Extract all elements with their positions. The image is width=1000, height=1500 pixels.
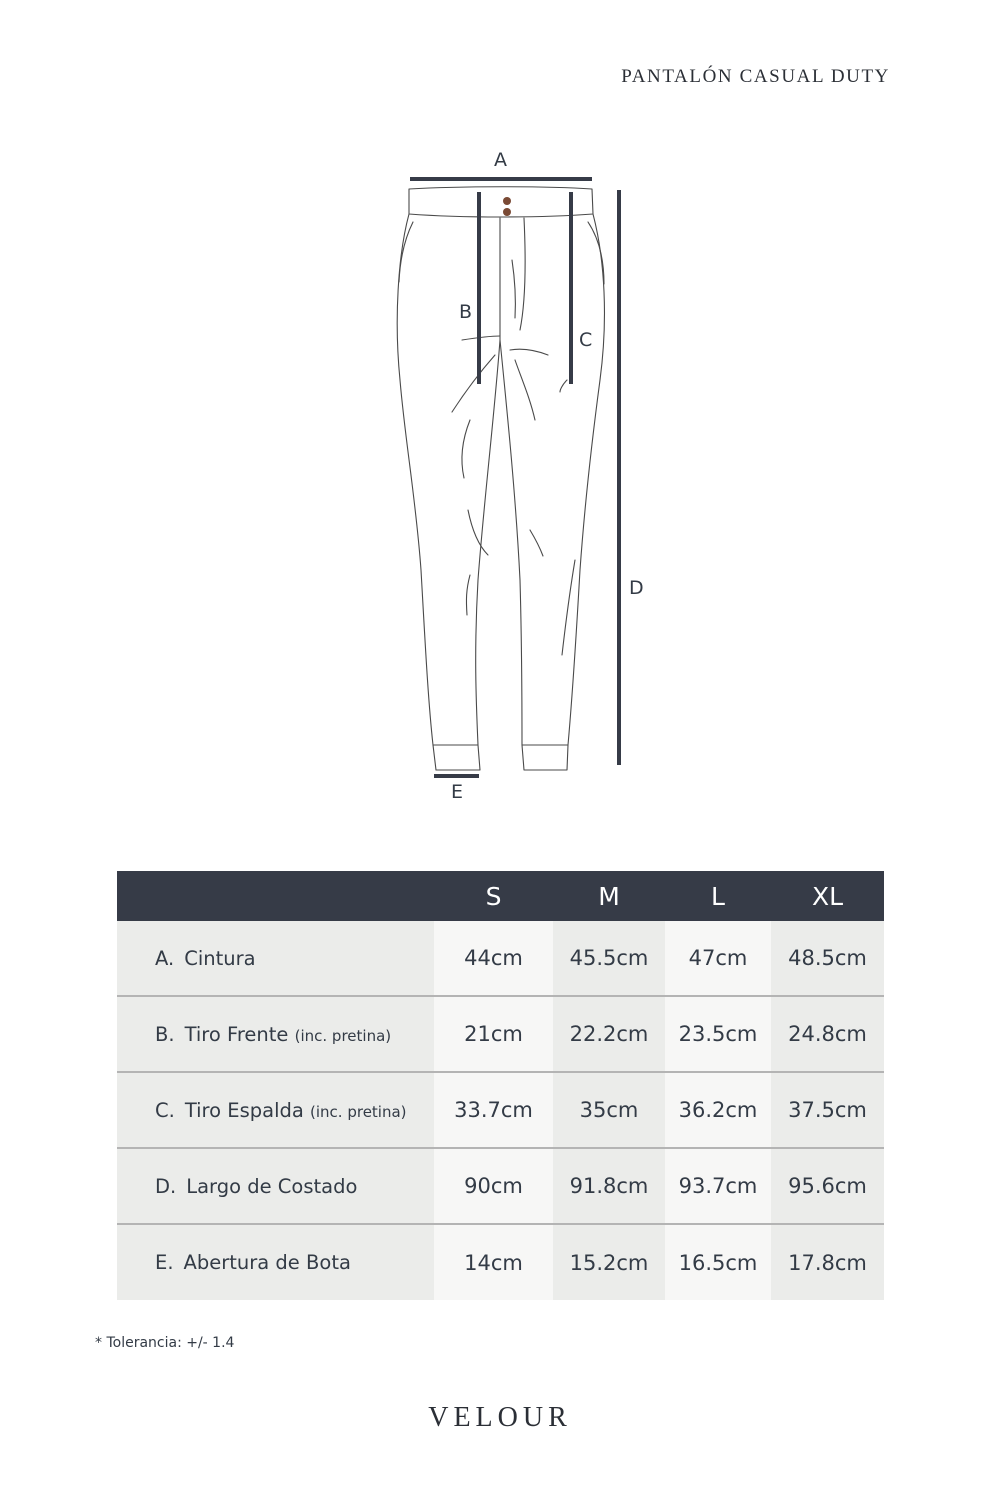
cell-xl: 17.8cm [771, 1224, 884, 1300]
cell-xl: 48.5cm [771, 921, 884, 996]
cell-s: 44cm [434, 921, 553, 996]
cell-s: 90cm [434, 1148, 553, 1224]
table-header-row [117, 871, 884, 921]
cell-m: 15.2cm [553, 1224, 665, 1300]
table-row [117, 1224, 884, 1300]
header-size-l: L [665, 871, 771, 921]
cell-l: 23.5cm [665, 996, 771, 1072]
cell-m: 91.8cm [553, 1148, 665, 1224]
header-size-s: S [434, 871, 553, 921]
row-label: C. Tiro Espalda (inc. pretina) [117, 1072, 434, 1148]
label-a: A [494, 149, 507, 171]
row-label: A. Cintura [117, 921, 434, 996]
label-e: E [451, 781, 464, 803]
cell-s: 14cm [434, 1224, 553, 1300]
cell-l: 47cm [665, 921, 771, 996]
row-label: D. Largo de Costado [117, 1148, 434, 1224]
table-row [117, 1148, 884, 1224]
label-b: B [459, 301, 473, 323]
row-label: E. Abertura de Bota [117, 1224, 434, 1300]
cell-s: 33.7cm [434, 1072, 553, 1148]
tolerance-note: * Tolerancia: +/- 1.4 [95, 1335, 235, 1351]
waistband [409, 187, 593, 217]
button-bottom [503, 208, 511, 216]
header-size-xl: XL [771, 871, 884, 921]
table-row [117, 1072, 884, 1148]
cell-m: 22.2cm [553, 996, 665, 1072]
table-row [117, 996, 884, 1072]
cell-s: 21cm [434, 996, 553, 1072]
size-table [117, 871, 884, 1300]
cell-m: 35cm [553, 1072, 665, 1148]
cell-l: 36.2cm [665, 1072, 771, 1148]
row-label: B. Tiro Frente (inc. pretina) [117, 996, 434, 1072]
right-cuff [522, 745, 568, 770]
header-size-m: M [553, 871, 665, 921]
button-top [503, 197, 511, 205]
left-cuff [433, 745, 480, 770]
left-leg-outer [397, 214, 433, 745]
cell-l: 16.5cm [665, 1224, 771, 1300]
brand-logo: VELOUR [428, 1402, 572, 1433]
cell-xl: 95.6cm [771, 1148, 884, 1224]
cell-l: 93.7cm [665, 1148, 771, 1224]
right-leg-inner [500, 340, 522, 745]
cell-m: 45.5cm [553, 921, 665, 996]
right-leg-outer [568, 214, 604, 745]
label-d: D [629, 577, 644, 599]
label-c: C [579, 329, 593, 351]
header-empty [117, 871, 434, 921]
cell-xl: 24.8cm [771, 996, 884, 1072]
product-title: PANTALÓN CASUAL DUTY [621, 66, 890, 87]
table-row [117, 921, 884, 996]
cell-xl: 37.5cm [771, 1072, 884, 1148]
